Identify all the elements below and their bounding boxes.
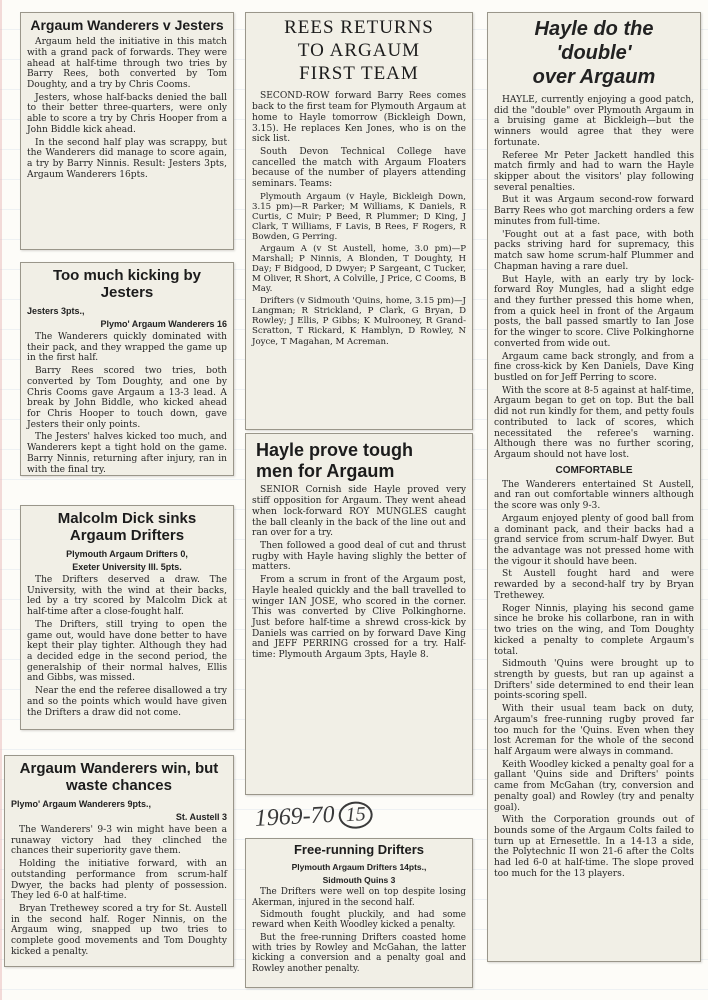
headline: Argaum Wanderers v Jesters [30, 17, 224, 33]
paragraph: St Austell fought hard and were rewarded by a second-half try by Bryan Trethewey. [494, 569, 694, 601]
score-line: Plymouth Argaum Drifters 14pts., [291, 861, 427, 872]
paragraph: Holding the initiative forward, with an outstanding performance from scrum-half Dwyer, the backs had plenty of possession. They led 6-0 at half-time. [11, 859, 227, 902]
paragraph: Argaum came back strongly, and from a fine cross-kick by Ken Daniels, Dave King bustled on for Jeff Perring to score. [494, 351, 694, 383]
team-list: Plymouth Argaum (v Hayle, Bickleigh Down, 3.15 pm)—R Parker; M Williams, K Daniels, R Curtis, C Muir; P Beed, R Plummer; D King, J Clark, T Williams, F Lavis, B Rees, F Rogers, R Bowden, G Perring. [252, 191, 466, 243]
team-list: Drifters (v Sidmouth 'Quins, home, 3.15 pm)—J Langman; R Strickland, P Clark, G Bryan, D Rowley; J Ellis, P Gibbs; K Mulrooney, R Grand-Scratton, T Rickard, K Hamblyn, D Rowley, N Joyce, T Magahan, M Acreman. [252, 296, 466, 347]
paragraph: Roger Ninnis, playing his second game since he broke his collarbone, ran in with two tries on the wing, and Tom Doughty kicked a penalty to complete Argaum's total. [494, 603, 694, 657]
paragraph: But the free-running Drifters coasted home with tries by Rowley and McGahan, the latter kicking a conversion and a penalty goal and Rowley another penalty. [252, 932, 466, 974]
margin-line [0, 0, 2, 1000]
paragraph: The Wanderers quickly dominated with their pack, and they wrapped the game up in the first half. [27, 332, 227, 364]
paragraph: Barry Rees scored two tries, both converted by Tom Doughty, and one by Chris Cooms gave Argaum a 13-3 lead. A break by John Biddle, who kicked ahead for Chris Hooper to touch down, gave Jesters their only points. [27, 366, 227, 430]
headline: Argaum Wanderers win, but waste chances [19, 760, 219, 795]
page-number-circle: 15 [338, 801, 373, 830]
paragraph: But Hayle, with an early try by lock-forward Roy Mungles, had a slight edge and they further pressed this home when, from a quick heel in front of the Argaum posts, the ball passed smartly to Ian Jose for the winger to score. Clive Polkinghorne converted from wide out. [494, 274, 694, 349]
paragraph: But it was Argaum second-row forward Barry Rees who got marching orders a few minutes from full-time. [494, 195, 694, 227]
headline: Too much kicking by Jesters [52, 267, 202, 302]
paragraph: Bryan Trethewey scored a try for St. Austell in the second half. Roger Ninnis, on the Argaum wing, snapped up two tries to complete good movements and Tom Doughty kicked a penalty. [11, 904, 227, 957]
headline-line: Hayle do the [534, 18, 654, 40]
paragraph: 'Fought out at a fast pace, with both packs striving hard for supremacy, this match saw home scrum-half Plummer and Chapman having a rare duel. [494, 229, 694, 272]
headline [252, 17, 466, 85]
clipping-rees-returns [245, 12, 473, 430]
paragraph: The Drifters deserved a draw. The University, with the wind at their backs, led by a try scored by Malcolm Dick at half-time after a close-fought half. [27, 575, 227, 618]
paragraph: Keith Woodley kicked a penalty goal for a gallant 'Quins side and Drifters' points came from McGahan (try, conversion and penalty goal) and Rowley (try and penalty goal). [494, 759, 694, 813]
paragraph: The Drifters, still trying to open the game out, would have done better to have kept their play tighter. Although they had a decided edge in the second period, the generalship of their normal halves, Ellis and Gibbs, was missed. [27, 619, 227, 684]
paragraph: Near the end the referee disallowed a try and so the points which would have given the Drifters a draw did not come. [27, 686, 227, 718]
paragraph: Argaum held the initiative in this match with a grand pack of forwards. They were ahead at half-time through two tries by Barry Rees, both converted by Tom Doughty, and a try by Chris Cooms. [27, 37, 227, 90]
clipping-wanderers-win [4, 755, 234, 967]
headline-line: TO ARGAUM [297, 39, 421, 61]
paragraph: SENIOR Cornish side Hayle proved very stiff opposition for Argaum. They went ahead when lock-forward ROY MUNGLES caught the ball cleanly in the back of the line out and ran over for a try. [252, 485, 466, 539]
headline: Hayle prove tough men for Argaum [256, 440, 414, 481]
score-line: Plymo' Argaum Wanderers 16 [100, 318, 227, 329]
paragraph: The Jesters' halves kicked too much, and Wanderers kept a tight hold on the game. Barry Ninnis, returning after injury, ran in with the final try. [27, 432, 227, 475]
headline-line: over Argaum [532, 66, 656, 88]
clipping-wanderers-v-jesters [20, 12, 234, 250]
paragraph: In the second half play was scrappy, but the Wanderers did manage to score again, a try by Barry Ninnis. Result: Jesters 3pts, Argaum Wanderers 16pts. [27, 137, 227, 180]
paragraph: With the score at 8-5 against at half-time, Argaum began to get on top. But the ball did not run kindly for them, and petty fouls contributed to lack of scores, which necessitated the referee's warning. Although there was no further scoring, Argaum should not have lost. [494, 385, 695, 460]
season-text: 1969-70 [254, 801, 336, 832]
paragraph: SECOND-ROW forward Barry Rees comes back to the first team for Plymouth Argaum at home to Hayle tomorrow (Bickleigh Down, 3.15). He replaces Ken Jones, who is on the sick list. [252, 91, 466, 145]
clipping-malcolm-dick [20, 505, 234, 730]
team-list: Argaum A (v St Austell, home, 3.0 pm)—P Marshall; P Ninnis, A Blonden, T Doughty, H Day; F Bidgood, D Dwyer; P Sargeant, C Tucker, M Oliver, R Short, A Colville, J Price, C Cooms, B May. [252, 244, 466, 295]
score-line: St. Austell 3 [175, 811, 227, 822]
clipping-hayle-tough-men [245, 433, 473, 795]
headline-line: FIRST TEAM [299, 62, 419, 84]
paragraph: Then followed a good deal of cut and thrust rugby with Hayle having slighly the better of matters. [252, 540, 466, 573]
score-line: Sidmouth Quins 3 [322, 874, 396, 885]
paragraph: From a scrum in front of the Argaum post, Hayle healed quickly and the ball travelled to winger IAN JOSE, who scored in the corner. This was converted by Clive Polkinghorne. Just before half-time a shrewd cross-kick by Daniels was carried on by forward Dave King and JEFF PERRING crossed for a try. Half-time: Plymouth Argaum 3pts, Hayle 8. [252, 575, 466, 661]
score-line: Plymouth Argaum Drifters 0, [66, 548, 188, 559]
paragraph: The Drifters were well on top despite losing Akerman, injured in the second half. [252, 887, 466, 908]
clipping-free-running-drifters [245, 838, 473, 988]
paragraph: Jesters, whose half-backs denied the ball to their better three-quarters, were only able to score a try by Chris Hooper from a John Biddle kick ahead. [27, 92, 227, 135]
clipping-hayle-double [487, 12, 701, 962]
paragraph: Referee Mr Peter Jackett handled this match firmly and had to warn the Hayle skipper about the visitors' play following several penalties. [494, 150, 694, 193]
clipping-too-much-kicking [20, 262, 234, 476]
headline: Free-running Drifters [293, 842, 424, 857]
headline: Malcolm Dick sinks Argaum Drifters [57, 510, 197, 545]
paragraph: The Wanderers entertained St Austell, and ran out comfortable winners although the score was only 9-3. [494, 479, 694, 512]
paragraph: Sidmouth 'Quins were brought up to strength by guests, but ran up against a Drifters' side determined to end their lean points-scoring spell. [494, 659, 694, 702]
headline [494, 17, 694, 89]
score-line: Jesters 3pts., [27, 305, 85, 316]
paragraph: Sidmouth fought pluckily, and had some reward when Keith Woodley kicked a penalty. [252, 909, 466, 931]
paragraph: The Wanderers' 9-3 win might have been a runaway victory had they clinched the chances their superiority gave them. [11, 825, 227, 857]
score-line: Exeter University III. 5pts. [72, 561, 182, 572]
subheading: COMFORTABLE [555, 464, 633, 476]
paragraph: With the Corporation grounds out of bounds some of the Argaum Colts failed to turn up at Ernesettle. In a 14-13 a side, the Polytechnic II won 21-6 after the Colts had led 6-0 at half-time. The slope proved too much for the 13 players. [494, 815, 694, 879]
paragraph: Argaum enjoyed plenty of good ball from a dominant pack, and their backs had a grand service from scrum-half Dwyer. But the advantage was not pressed home with the vigour it should have been. [494, 513, 694, 567]
headline-line: 'double' [556, 42, 632, 64]
paragraph: HAYLE, currently enjoying a good patch, did the "double" over Plymouth Argaum in a bruising game at Bickleigh—but the winners would agree that they were fortunate. [494, 95, 694, 148]
paragraph: With their usual team back on duty, Argaum's free-running rugby proved far too much for the 'Quins. Even when they lost Acreman for the whole of the second half Argaum were always in command. [494, 704, 694, 757]
score-line: Plymo' Argaum Wanderers 9pts., [11, 798, 152, 809]
headline-line: REES RETURNS [284, 17, 434, 38]
paragraph: South Devon Technical College have cancelled the match with Argaum Floaters because of the number of players attending seminars. Teams: [252, 146, 466, 190]
